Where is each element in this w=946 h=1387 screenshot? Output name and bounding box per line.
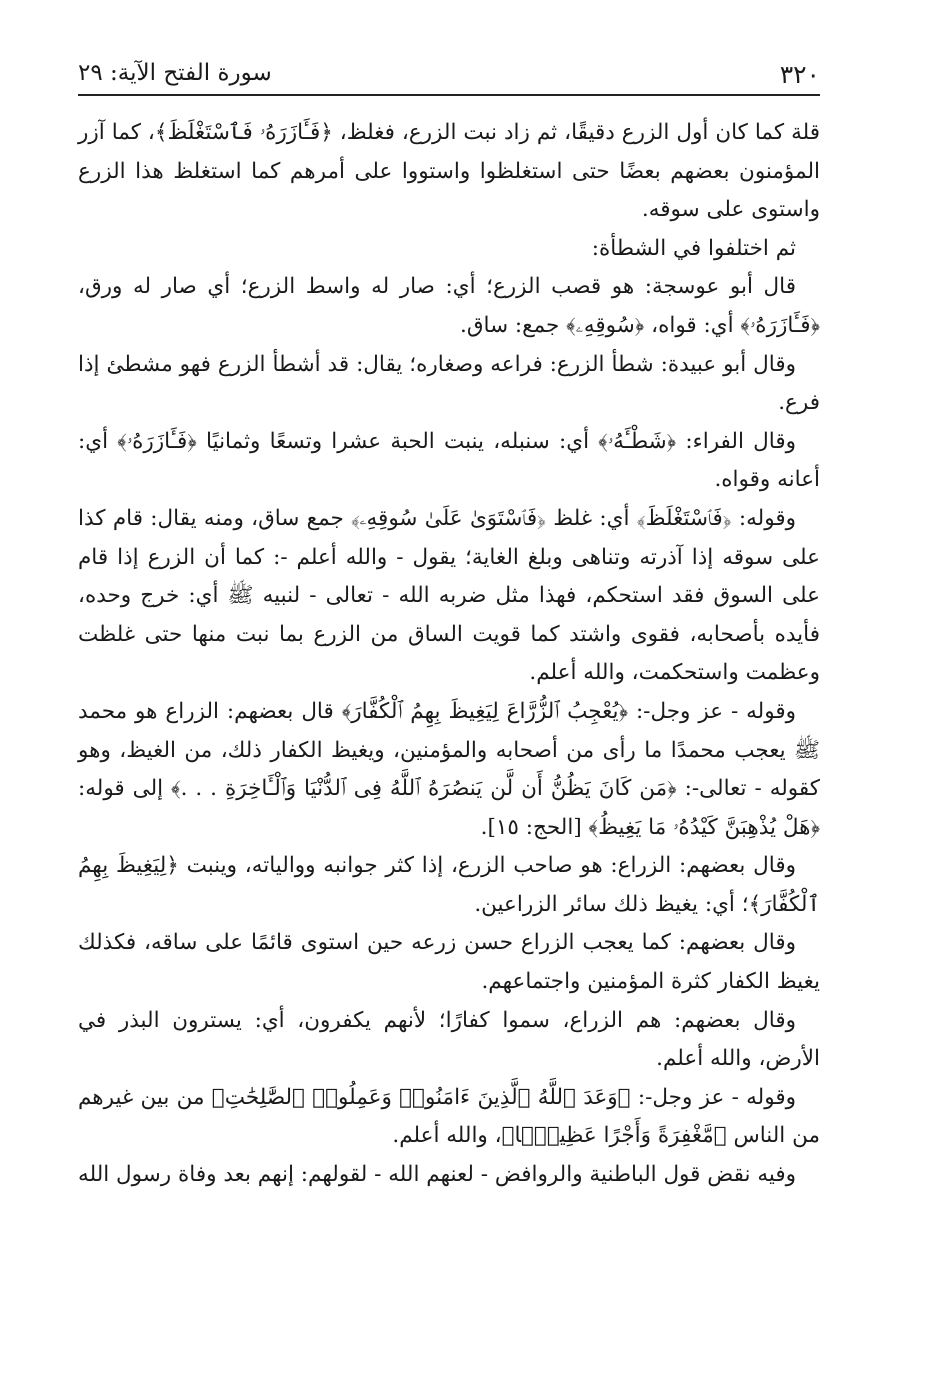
paragraph: وقوله: ﴿فَٱسْتَغْلَظَ﴾ أي: غلظ ﴿فَٱسْتَوَىٰ عَلَىٰ سُوقِهِۦ﴾ جمع ساق، ومنه يقال: قام كذا على سوقه إذا آذرته وتناهى وبلغ الغاية؛ يقول - والله أعلم -: كما أن الزرع إذا قام على السوق فقد استحكم، فهذا مثل ضربه الله - تعالى - لنبيه ﷺ أي: خرج وحده، فأيده بأصحابه، فقوى واشتد كما قويت الساق من الزرع بما نبت منها حتى غلظت وعظمت واستحكمت، والله أعلم.: [78, 505, 820, 686]
paragraph: وقوله - عز وجل-: ﴿وَعَدَ ٱللَّهُ ٱلَّذِينَ ءَامَنُوا۟ وَعَمِلُوا۟ ٱلصَّٰلِحَٰتِ﴾ من بين غيرهم من الناس ﴿مَّغْفِرَةً وَأَجْرًا عَظِيمًۢا﴾، والله أعلم.: [78, 1084, 820, 1149]
running-title: سورة الفتح الآية: ٢٩: [78, 60, 272, 86]
paragraph: وقوله - عز وجل-: ﴿يُعْجِبُ ٱلزُّرَّاعَ لِيَغِيظَ بِهِمُ ٱلْكُفَّارَ﴾ قال بعضهم: الزراع هو محمد ﷺ يعجب محمدًا ما رأى من أصحابه والمؤمنين، ويغيظ الكفار ذلك، من الغيظ، وهو كقوله - تعالى-: ﴿مَن كَانَ يَظُنُّ أَن لَّن يَنصُرَهُ ٱللَّهُ فِى ٱلدُّنْيَا وَٱلْـَٔاخِرَةِ . . .﴾ إلى قوله: ﴿هَلْ يُذْهِبَنَّ كَيْدُهُۥ مَا يَغِيظُ﴾ [الحج: ١٥].: [78, 698, 820, 840]
paragraph: قلة كما كان أول الزرع دقيقًا، ثم زاد نبت الزرع، فغلظ، ﴿فَـَٔازَرَهُۥ فَٱسْتَغْلَظَ﴾، كما آزر المؤمنون بعضهم بعضًا حتى استغلظوا واستووا على أمرهم كما استغلظ هذا الزرع واستوى على سوقه.: [78, 120, 820, 223]
paragraph: وقال بعضهم: هم الزراع، سموا كفارًا؛ لأنهم يكفرون، أي: يسترون البذر في الأرض، والله أعلم.: [78, 1007, 820, 1072]
paragraph: وقال بعضهم: كما يعجب الزراع حسن زرعه حين استوى قائمًا على ساقه، فكذلك يغيظ الكفار كثرة المؤمنين واجتماعهم.: [78, 930, 820, 995]
paragraph: وفيه نقض قول الباطنية والروافض - لعنهم الله - لقولهم: إنهم بعد وفاة رسول الله: [78, 1162, 796, 1188]
paragraph: ثم اختلفوا في الشطأة:: [591, 235, 796, 261]
paragraph: وقال الفراء: ﴿شَطْـَٔهُۥ﴾ أي: سنبله، ينبت الحبة عشرا وتسعًا وثمانيًا ﴿فَـَٔازَرَهُۥ﴾ أي: أعانه وقواه.: [78, 428, 820, 493]
paragraph: قال أبو عوسجة: هو قصب الزرع؛ أي: صار له واسط الزرع؛ أي صار له ورق، ﴿فَـَٔازَرَهُۥ﴾ أي: قواه، ﴿سُوقِهِۦ﴾ جمع: ساق.: [78, 274, 820, 338]
page-header: [78, 56, 820, 96]
paragraph: وقال أبو عبيدة: شطأ الزرع: فراعه وصغاره؛ يقال: قد أشطأ الزرع فهو مشطئ إذا فرع.: [78, 351, 820, 416]
paragraph: وقال بعضهم: الزراع: هو صاحب الزرع، إذا كثر جوانبه ووالياته، وينبت ﴿لِيَغِيظَ بِهِمُ ٱلْكُفَّارَ﴾؛ أي: يغيظ ذلك سائر الزراعين.: [78, 853, 820, 917]
page-body: [78, 114, 820, 1195]
page-number: ٣٢٠: [779, 60, 820, 89]
